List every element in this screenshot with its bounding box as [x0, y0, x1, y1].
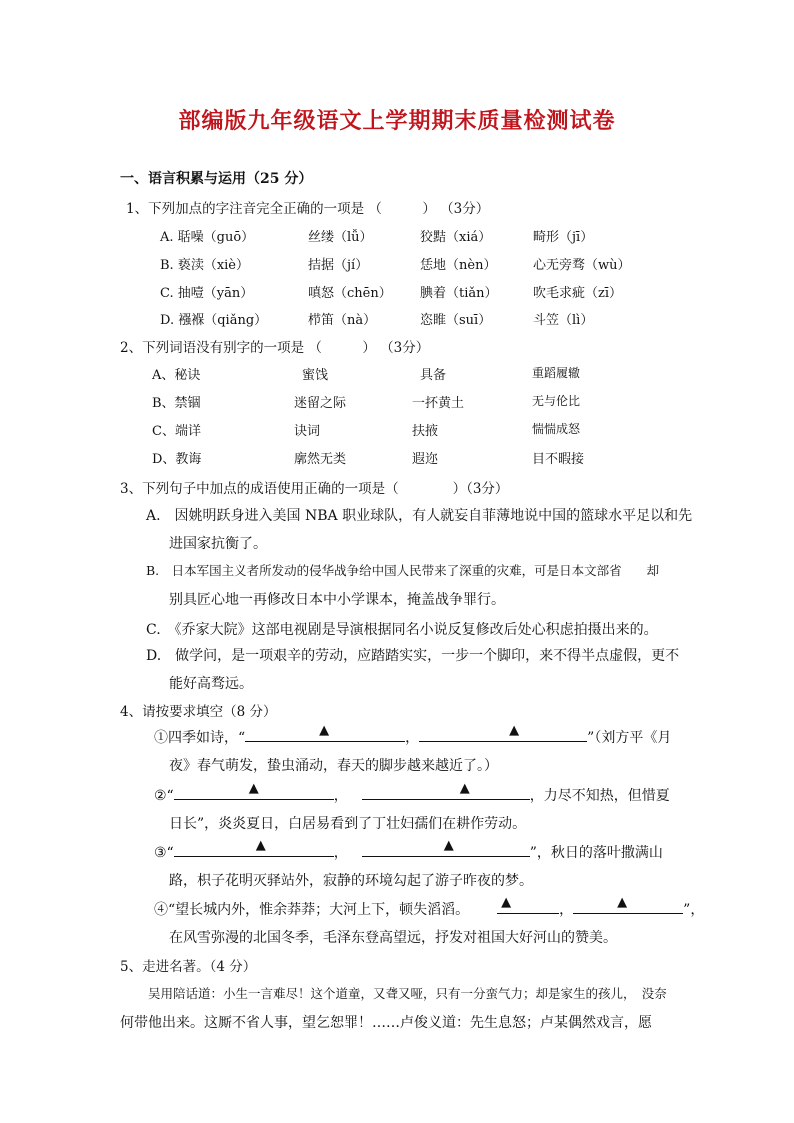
- answer-blank[interactable]: [362, 781, 530, 800]
- fill-item-3-line2: 路，枳子花明灭驿站外，寂静的环境勾起了游子昨夜的梦。: [169, 873, 533, 889]
- fill-item-4-comma: ，: [559, 902, 574, 918]
- fill-item-1-comma: ，: [405, 730, 420, 746]
- triangle-marker-icon: ▲: [501, 895, 512, 910]
- option-cell: C. 抽噎（yān）: [160, 286, 254, 301]
- fill-item-1-line1: [154, 723, 672, 747]
- fill-item-1-suffix: ”（刘方平《月: [587, 730, 672, 746]
- question-3-option-a-line1: A. 因姚明跃身进入美国 NBA 职业球队，有人就妄自菲薄地说中国的篮球水平足以和先: [146, 508, 693, 524]
- option-cell: B、禁锢: [152, 396, 201, 411]
- answer-blank[interactable]: [174, 838, 334, 857]
- triangle-marker-icon: ▲: [319, 723, 330, 738]
- fill-item-2-prefix: ②“: [154, 788, 174, 804]
- question-3-stem: 3、下列句子中加点的成语使用正确的一项是（ ）（3分）: [120, 481, 509, 497]
- triangle-marker-icon: ▲: [617, 895, 628, 910]
- triangle-marker-icon: ▲: [443, 838, 454, 853]
- question-4-stem: 4、请按要求填空（8 分）: [120, 704, 277, 720]
- option-cell: 无与伦比: [532, 394, 581, 408]
- option-cell: 恣睢（suī）: [420, 313, 492, 328]
- fill-item-3-prefix: ③“: [154, 845, 174, 861]
- answer-blank[interactable]: [174, 781, 334, 800]
- option-cell: B. 亵渎（xiè）: [160, 258, 250, 273]
- answer-blank[interactable]: [497, 895, 559, 914]
- option-cell: 具备: [420, 368, 447, 383]
- section-heading: 一、语言积累与运用（25 分）: [120, 171, 313, 187]
- fill-item-4-prefix: ④“望长城内外，惟余莽莽；大河上下，顿失滔滔。: [154, 902, 470, 918]
- option-cell: 丝缕（lǚ）: [308, 230, 373, 245]
- fill-item-2-comma: ，: [333, 788, 348, 804]
- fill-item-4-suffix: ”，: [683, 902, 705, 918]
- option-cell: 拮据（jí）: [308, 258, 369, 273]
- option-cell: 恁地（nèn）: [420, 258, 497, 273]
- fill-item-3-line1: [154, 838, 663, 862]
- fill-item-2-line2: 日长”，炎炎夏日，白居易看到了丁壮妇孺们在耕作劳动。: [169, 816, 527, 832]
- option-cell: 迷留之际: [294, 396, 347, 411]
- passage-line-2: 何带他出来。这厮不省人事，望乞恕罪！……卢俊义道：先生息怒；卢某偶然戏言，愿: [120, 1015, 652, 1031]
- option-cell: 廓然无类: [294, 452, 347, 467]
- fill-item-4-line1: [154, 895, 705, 919]
- fill-item-2-suffix: ，力尽不知热，但惜夏: [529, 788, 670, 804]
- answer-blank[interactable]: [245, 723, 405, 742]
- fill-item-4-line2: 在风雪弥漫的北国冬季，毛泽东登高望远，抒发对祖国大好河山的赞美。: [169, 930, 617, 946]
- option-cell: 畸形（jī）: [533, 230, 594, 245]
- option-cell: 腆着（tiǎn）: [420, 286, 498, 301]
- question-3-option-b-line2: 别具匠心地一再修改日本中小学课本，掩盖战争罪行。: [169, 592, 505, 608]
- triangle-marker-icon: ▲: [509, 723, 520, 738]
- answer-blank[interactable]: [573, 895, 683, 914]
- option-cell: 吹毛求疵（zī）: [533, 286, 623, 301]
- fill-item-1-line2: 夜》春气萌发，蛰虫涌动，春天的脚步越来越近了。）: [169, 758, 498, 774]
- option-cell: 心无旁骛（wù）: [533, 258, 631, 273]
- fill-item-3-suffix: ”，秋日的落叶撒满山: [529, 845, 663, 861]
- option-cell: 狡黠（xiá）: [420, 230, 492, 245]
- answer-blank[interactable]: [362, 838, 530, 857]
- question-1-stem: 1、下列加点的字注音完全正确的一项是 （ ） （3分）: [126, 201, 490, 217]
- fill-item-1-prefix: ①四季如诗，“: [154, 730, 246, 746]
- option-cell: A、秘诀: [152, 368, 201, 383]
- option-cell: 蜜饯: [302, 368, 329, 383]
- option-cell: 目不暇接: [532, 452, 585, 467]
- option-cell: 嗔怒（chēn）: [308, 286, 392, 301]
- option-cell: C、端详: [152, 424, 201, 439]
- option-cell: 栉笛（nà）: [308, 313, 377, 328]
- option-cell: 惴惴成怒: [532, 422, 581, 436]
- fill-item-2-line1: [154, 781, 670, 805]
- triangle-marker-icon: ▲: [459, 781, 470, 796]
- page-title: 部编版九年级语文上学期期末质量检测试卷: [178, 108, 616, 134]
- option-cell: D、教诲: [152, 452, 202, 467]
- fill-item-3-comma: ，: [333, 845, 348, 861]
- option-cell: A. 聒噪（guō）: [160, 230, 255, 245]
- option-cell: 一抔黄土: [412, 396, 465, 411]
- question-3-option-b-line1: B. 日本军国主义者所发动的侵华战争给中国人民带来了深重的灾难，可是日本文部省 却: [146, 563, 660, 578]
- question-5-stem: 5、走进名著。（4 分）: [120, 959, 257, 975]
- option-cell: D. 襁褓（qiǎng）: [160, 313, 268, 328]
- triangle-marker-icon: ▲: [248, 781, 259, 796]
- option-cell: 诀词: [294, 424, 321, 439]
- question-3-option-d-line2: 能好高骛远。: [169, 676, 253, 692]
- triangle-marker-icon: ▲: [255, 838, 266, 853]
- question-3-option-c-line1: C. 《乔家大院》这部电视剧是导演根据同名小说反复修改后处心积虑拍摄出来的。: [146, 622, 658, 638]
- option-cell: 扶掖: [412, 424, 439, 439]
- option-cell: 斗笠（lì）: [533, 313, 594, 328]
- option-cell: 遐迩: [412, 452, 439, 467]
- question-3-option-a-line2: 进国家抗衡了。: [169, 536, 267, 552]
- option-cell: 重蹈履辙: [532, 366, 581, 380]
- question-3-option-d-line1: D. 做学问，是一项艰辛的劳动，应踏踏实实，一步一个脚印，来不得半点虚假，更不: [146, 648, 680, 664]
- passage-line-1: 吴用陪话道：小生一言难尽！这个道童，又聋又哑，只有一分蛮气力；却是家生的孩儿， 没奈: [148, 986, 667, 1001]
- question-2-stem: 2、下列词语没有别字的一项是 （ ） （3分）: [120, 340, 430, 356]
- answer-blank[interactable]: [419, 723, 587, 742]
